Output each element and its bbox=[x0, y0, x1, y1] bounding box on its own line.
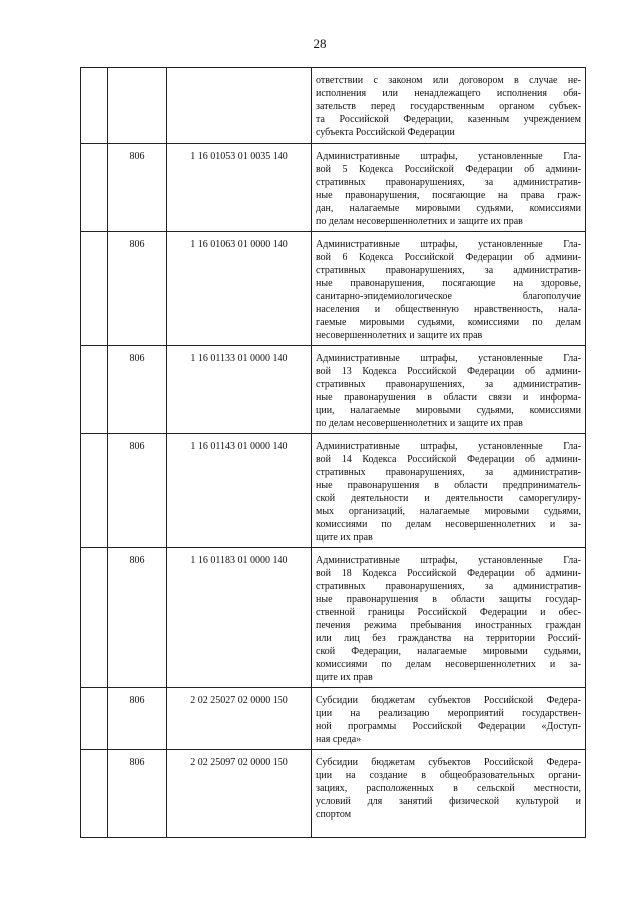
description-line: стративных правонарушениях, за административ- bbox=[316, 581, 581, 592]
description-line: ные правонарушения, посягающие на права граж- bbox=[316, 190, 581, 201]
revenue-code-cell: 1 16 01053 01 0035 140 bbox=[167, 144, 312, 232]
description-line: щите их прав bbox=[316, 532, 373, 543]
description-line: зациях, расположенных в сельской местности, bbox=[316, 783, 581, 794]
admin-code-cell bbox=[108, 68, 167, 144]
description-line: ции на реализацию мероприятий государствен- bbox=[316, 708, 581, 719]
description-line: спортом bbox=[316, 809, 352, 820]
description-line: Административные штрафы, установленные Гла- bbox=[316, 353, 581, 364]
description-line: несовершеннолетних и защите их прав bbox=[316, 330, 483, 341]
description-line: исполнения или ненадлежащего исполнения обя- bbox=[316, 88, 581, 99]
description-line: вой 5 Кодекса Российской Федерации об админи- bbox=[316, 164, 581, 175]
table-row bbox=[81, 688, 586, 750]
table-row bbox=[81, 144, 586, 232]
description-line: стративных правонарушениях, за административ- bbox=[316, 265, 581, 276]
description-cell bbox=[312, 144, 586, 232]
description-line: ные правонарушения в области защиты государ- bbox=[316, 594, 581, 605]
table-row bbox=[81, 434, 586, 548]
description-cell bbox=[312, 232, 586, 346]
table-row bbox=[81, 232, 586, 346]
description-line: вой 6 Кодекса Российской Федерации об админи- bbox=[316, 252, 581, 263]
description-line: по делам несовершеннолетних и защите их прав bbox=[316, 216, 523, 227]
description-line: или лиц без гражданства на территории Россий- bbox=[316, 633, 581, 644]
revenue-code-cell: 1 16 01133 01 0000 140 bbox=[167, 346, 312, 434]
blank-cell bbox=[81, 68, 108, 144]
blank-cell bbox=[81, 548, 108, 688]
admin-code-cell: 806 bbox=[108, 144, 167, 232]
description-line: мых организаций, налагаемые мировыми судьями, bbox=[316, 506, 581, 517]
admin-code-cell: 806 bbox=[108, 232, 167, 346]
description-line: комиссиями по делам несовершеннолетних и за- bbox=[316, 519, 581, 530]
table-row bbox=[81, 750, 586, 838]
description-line: комиссиями по делам несовершеннолетних и за- bbox=[316, 659, 581, 670]
revenue-code-cell: 2 02 25097 02 0000 150 bbox=[167, 750, 312, 838]
description-line: Административные штрафы, установленные Гла- bbox=[316, 441, 581, 452]
admin-code-cell: 806 bbox=[108, 346, 167, 434]
description-cell bbox=[312, 548, 586, 688]
table-row bbox=[81, 548, 586, 688]
blank-cell bbox=[81, 688, 108, 750]
description-line: вой 13 Кодекса Российской Федерации об админи- bbox=[316, 366, 581, 377]
table-row bbox=[81, 346, 586, 434]
blank-cell bbox=[81, 144, 108, 232]
description-line: Административные штрафы, установленные Гла- bbox=[316, 239, 581, 250]
description-line: санитарно-эпидемиологическое благополучие bbox=[316, 291, 581, 302]
table-row bbox=[81, 68, 586, 144]
revenue-code-cell: 2 02 25027 02 0000 150 bbox=[167, 688, 312, 750]
description-line: стративных правонарушениях, за административ- bbox=[316, 467, 581, 478]
description-cell bbox=[312, 346, 586, 434]
blank-cell bbox=[81, 346, 108, 434]
description-line: вой 14 Кодекса Российской Федерации об админи- bbox=[316, 454, 581, 465]
description-line: печения режима пребывания иностранных граждан bbox=[316, 620, 581, 631]
description-line: ской Федерации, налагаемые мировыми судьями, bbox=[316, 646, 581, 657]
description-line: Субсидии бюджетам субъектов Российской Федера- bbox=[316, 695, 581, 706]
admin-code-cell: 806 bbox=[108, 688, 167, 750]
revenue-code-cell: 1 16 01063 01 0000 140 bbox=[167, 232, 312, 346]
description-line: ской деятельности и деятельности саморегулиру- bbox=[316, 493, 581, 504]
description-line: дан, налагаемые мировыми судьями, комиссиями bbox=[316, 203, 581, 214]
revenue-codes-table bbox=[80, 67, 586, 838]
description-line: вой 18 Кодекса Российской Федерации об админи- bbox=[316, 568, 581, 579]
description-line: гаемые мировыми судьями, комиссиями по делам bbox=[316, 317, 581, 328]
revenue-code-cell: 1 16 01143 01 0000 140 bbox=[167, 434, 312, 548]
blank-cell bbox=[81, 232, 108, 346]
description-line: ная среда» bbox=[316, 734, 362, 745]
description-line: та Российской Федерации, казенным учреждением bbox=[316, 114, 581, 125]
page-number: 28 bbox=[313, 36, 327, 51]
description-line: ственной границы Российской Федерации и обес- bbox=[316, 607, 581, 618]
description-line: ции на создание в общеобразовательных органи- bbox=[316, 770, 581, 781]
revenue-code-cell bbox=[167, 68, 312, 144]
description-cell bbox=[312, 750, 586, 838]
admin-code-cell: 806 bbox=[108, 750, 167, 838]
description-line: ные правонарушения в области связи и информа- bbox=[316, 392, 581, 403]
description-line: стративных правонарушениях, за административ- bbox=[316, 379, 581, 390]
description-line: ные правонарушения, посягающие на здоровье, bbox=[316, 278, 581, 289]
description-line: субъекта Российской Федерации bbox=[316, 127, 455, 138]
description-line: ции, налагаемые мировыми судьями, комиссиями bbox=[316, 405, 581, 416]
description-line: стративных правонарушениях, за административ- bbox=[316, 177, 581, 188]
description-line: ной программы Российской Федерации «Доступ- bbox=[316, 721, 581, 732]
description-cell bbox=[312, 434, 586, 548]
description-line: ответствии с законом или договором в случае не- bbox=[316, 75, 581, 86]
description-line: ные правонарушения в области предприниматель- bbox=[316, 480, 581, 491]
description-line: Субсидии бюджетам субъектов Российской Федера- bbox=[316, 757, 581, 768]
description-cell bbox=[312, 688, 586, 750]
description-line: условий для занятий физической культурой и bbox=[316, 796, 581, 807]
description-line: Административные штрафы, установленные Гла- bbox=[316, 151, 581, 162]
description-line: Административные штрафы, установленные Гла- bbox=[316, 555, 581, 566]
table-body bbox=[81, 68, 586, 838]
blank-cell bbox=[81, 434, 108, 548]
blank-cell bbox=[81, 750, 108, 838]
description-cell bbox=[312, 68, 586, 144]
revenue-code-cell: 1 16 01183 01 0000 140 bbox=[167, 548, 312, 688]
description-line: по делам несовершеннолетних и защите их прав bbox=[316, 418, 523, 429]
admin-code-cell: 806 bbox=[108, 548, 167, 688]
description-line: щите их прав bbox=[316, 672, 373, 683]
admin-code-cell: 806 bbox=[108, 434, 167, 548]
description-line: зательств перед государственным органом субъек- bbox=[316, 101, 581, 112]
description-line: населения и общественную нравственность, нала- bbox=[316, 304, 581, 315]
